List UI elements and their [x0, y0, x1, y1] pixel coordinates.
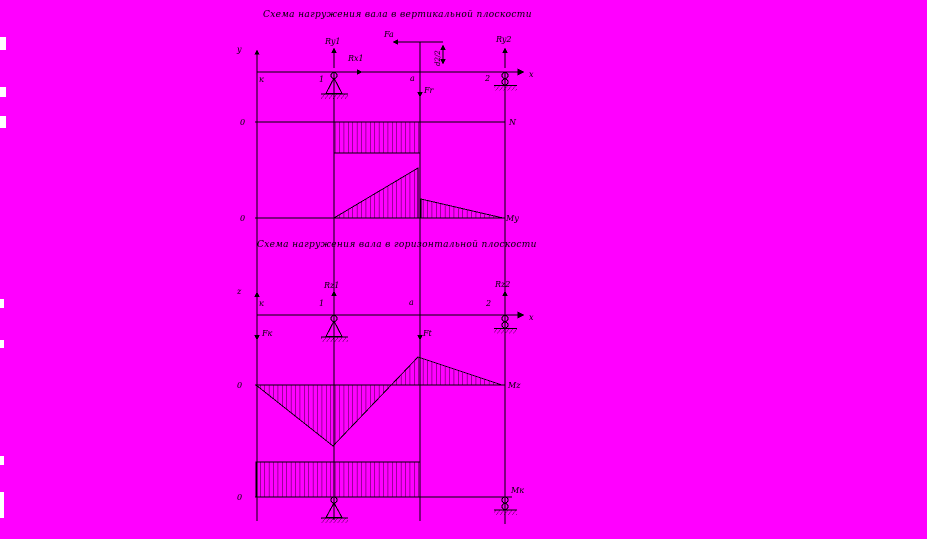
z-axis-label: z: [237, 287, 242, 296]
reaction-rx1-label: Rx1: [348, 54, 364, 63]
n-diagram-area: [334, 122, 420, 153]
mk-zero-label: 0: [237, 493, 243, 502]
mk-diagram-label: Mк: [511, 486, 524, 495]
x-axis-label-2: x: [529, 313, 534, 322]
support2-roller-symbol-3: [494, 497, 517, 515]
coupling-force-fk-label: Fк: [262, 329, 273, 338]
mz-zero-label: 0: [237, 381, 243, 390]
reaction-ry2-label: Ry2: [496, 35, 512, 44]
torque-diagram: [237, 462, 524, 523]
support2-roller-symbol: [494, 73, 517, 91]
arm-dimension-label: d2/2: [434, 50, 442, 66]
point-left-label-1: к: [259, 75, 264, 84]
grid-lines: [257, 42, 505, 524]
y-axis-label: y: [237, 45, 242, 54]
n-diagram-label: N: [509, 118, 516, 127]
page-edge-artifacts: [0, 37, 6, 518]
mz-diagram-label: Mz: [508, 381, 521, 390]
my-diagram-area-right: [421, 199, 503, 218]
support1-pin-symbol-3: [321, 497, 348, 523]
point-support1-label-1: 1: [319, 75, 325, 84]
my-diagram-label: My: [506, 214, 519, 223]
mz-diagram-area: [256, 357, 502, 446]
point-support2-label-1: 2: [485, 74, 491, 83]
my-diagram-area-left: [334, 168, 418, 218]
point-left-label-2: к: [259, 299, 264, 308]
my-zero-label: 0: [240, 214, 246, 223]
reaction-rz2-label: Rz2: [495, 280, 511, 289]
bending-moment-y-diagram: [240, 168, 519, 223]
axial-force-fa-label: Fa: [384, 30, 394, 39]
reaction-rz1-label: Rz1: [324, 281, 340, 290]
point-support1-label-2: 1: [319, 299, 325, 308]
scheme-vertical: [236, 10, 534, 99]
tangential-force-ft-label: Ft: [423, 329, 432, 338]
scheme-horizontal-title: Схема нагружения вала в горизонтальной плоскости: [257, 240, 537, 250]
x-axis-label-1: x: [529, 70, 534, 79]
n-zero-label: 0: [240, 118, 246, 127]
point-support2-label-2: 2: [486, 299, 492, 308]
axial-force-diagram: [240, 118, 517, 153]
support2-roller-symbol-2: [494, 316, 517, 334]
scheme-horizontal: [236, 240, 537, 342]
mk-diagram-area: [256, 462, 420, 497]
support1-pin-symbol-2: [321, 316, 348, 343]
point-load-label-2: а: [409, 298, 414, 307]
point-load-label-1: а: [410, 74, 415, 83]
reaction-ry1-label: Ry1: [325, 37, 341, 46]
scheme-vertical-title: Схема нагружения вала в вертикальной плоскости: [263, 10, 532, 20]
radial-force-fr-label: Fr: [424, 86, 434, 95]
bending-moment-z-diagram: [237, 357, 521, 446]
support1-pin-symbol: [321, 73, 348, 100]
